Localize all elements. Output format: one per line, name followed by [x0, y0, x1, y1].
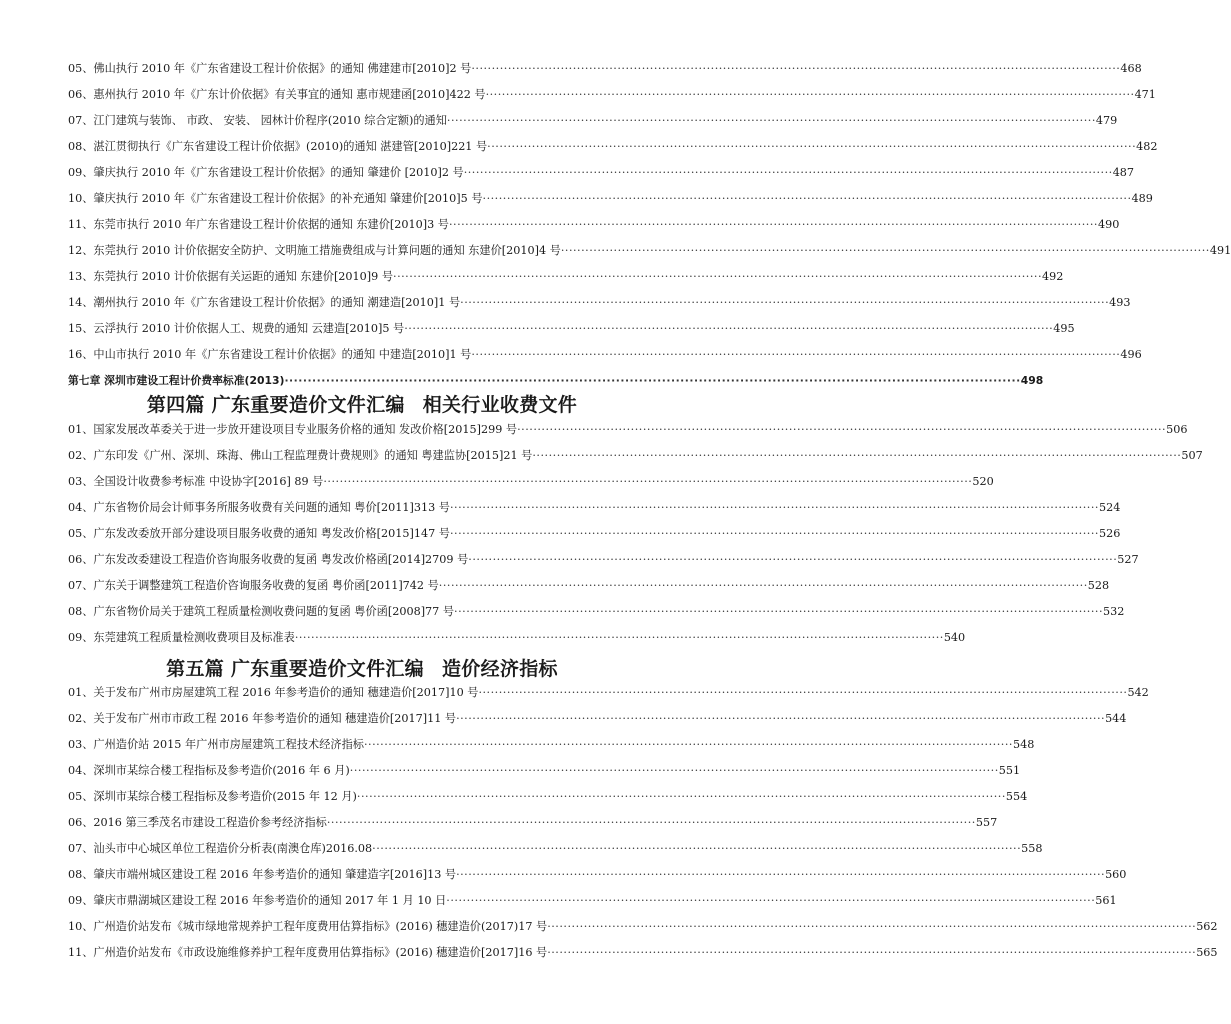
toc-entry: 10、广州造价站发布《城市绿地常规养护工程年度费用估算指标》(2016) 穗建造价(2017)17 号 ····· 562	[68, 914, 658, 940]
toc-entry: 01、关于发布广州市房屋建筑工程 2016 年参考造价的通知 穗建造价[2017]10 号 ····· 542	[68, 680, 658, 706]
toc-entry: 07、汕头市中心城区单位工程造价分析表(南澳仓库)2016.08 ····· 558	[68, 836, 658, 862]
toc-entry: 08、肇庆市端州城区建设工程 2016 年参考造价的通知 肇建造字[2016]13 号 ····· 560	[68, 862, 658, 888]
toc-entry: 06、2016 第三季茂名市建设工程造价参考经济指标 ····· 557	[68, 810, 658, 836]
toc-entry: 16、中山市执行 2010 年《广东省建设工程计价依据》的通知 中建造[2010]1 号 ····· 496	[68, 342, 658, 368]
toc-entry: 12、东莞执行 2010 计价依据安全防护、文明施工措施费组成与计算问题的通知 东建价[2010]4 号 ····· 491	[68, 238, 658, 264]
toc-entry: 04、深圳市某综合楼工程指标及参考造价(2016 年 6 月) ····· 551	[68, 758, 658, 784]
toc-entry: 05、深圳市某综合楼工程指标及参考造价(2015 年 12 月) ····· 554	[68, 784, 658, 810]
toc-entry: 05、佛山执行 2010 年《广东省建设工程计价依据》的通知 佛建建市[2010]2 号 ····· 468	[68, 56, 658, 82]
toc-entry: 05、广东发改委放开部分建设项目服务收费的通知 粤发改价格[2015]147 号 ····· 526	[68, 521, 658, 547]
toc-entry: 10、肇庆执行 2010 年《广东省建设工程计价依据》的补充通知 肇建价[2010]5 号 ····· 489	[68, 186, 658, 212]
toc-entry: 14、潮州执行 2010 年《广东省建设工程计价依据》的通知 潮建造[2010]1 号 ····· 493	[68, 290, 658, 316]
toc-group-cost-indicators	[68, 680, 1218, 966]
toc-group-fee-documents	[68, 417, 1203, 651]
toc-entry: 01、国家发展改革委关于进一步放开建设项目专业服务价格的通知 发改价格[2015]299 号 ····· 506	[68, 417, 658, 443]
toc-entry: 15、云浮执行 2010 计价依据人工、规费的通知 云建造[2010]5 号 ····· 495	[68, 316, 658, 342]
toc-entry: 03、全国设计收费参考标准 中设协字[2016] 89 号 ····· 520	[68, 469, 658, 495]
toc-entry: 09、肇庆执行 2010 年《广东省建设工程计价依据》的通知 肇建价 [2010]2 号 ····· 487	[68, 160, 658, 186]
toc-entry: 09、东莞建筑工程质量检测收费项目及标准表 ····· 540	[68, 625, 658, 651]
toc-entry: 07、广东关于调整建筑工程造价咨询服务收费的复函 粤价函[2011]742 号 ····· 528	[68, 573, 658, 599]
section-4-heading: 第四篇 广东重要造价文件汇编 相关行业收费文件	[146, 394, 578, 416]
toc-entry: 04、广东省物价局会计师事务所服务收费有关问题的通知 粤价[2011]313 号 ····· 524	[68, 495, 658, 521]
toc-entry: 08、广东省物价局关于建筑工程质量检测收费问题的复函 粤价函[2008]77 号 ····· 532	[68, 599, 658, 625]
toc-entry: 02、广东印发《广州、深圳、珠海、佛山工程监理费计费规则》的通知 粤建监协[2015]21 号 ····· 507	[68, 443, 658, 469]
toc-entry: 02、关于发布广州市市政工程 2016 年参考造价的通知 穗建造价[2017]11 号 ····· 544	[68, 706, 658, 732]
toc-entry: 08、湛江贯彻执行《广东省建设工程计价依据》(2010)的通知 湛建管[2010]221 号 ····· 482	[68, 134, 658, 160]
toc-group-city-notices	[68, 56, 1231, 394]
toc-entry: 03、广州造价站 2015 年广州市房屋建筑工程技术经济指标 ····· 548	[68, 732, 658, 758]
toc-entry: 06、惠州执行 2010 年《广东计价依据》有关事宜的通知 惠市规建函[2010]422 号 ····· 471	[68, 82, 658, 108]
toc-entry: 07、江门建筑与装饰、 市政、 安装、 园林计价程序(2010 综合定额)的通知 ····· 479	[68, 108, 658, 134]
toc-chapter-7: 第七章 深圳市建设工程计价费率标准(2013) ····· 498	[68, 368, 658, 394]
toc-entry: 13、东莞执行 2010 计价依据有关运距的通知 东建价[2010]9 号 ····· 492	[68, 264, 658, 290]
toc-entry: 09、肇庆市鼎湖城区建设工程 2016 年参考造价的通知 2017 年 1 月 10 日 ····· 561	[68, 888, 658, 914]
toc-entry: 11、东莞市执行 2010 年广东省建设工程计价依据的通知 东建价[2010]3 号 ····· 490	[68, 212, 658, 238]
toc-entry: 06、广东发改委建设工程造价咨询服务收费的复函 粤发改价格函[2014]2709 号 ····· 527	[68, 547, 658, 573]
section-5-heading: 第五篇 广东重要造价文件汇编 造价经济指标	[166, 658, 558, 680]
toc-entry: 11、广州造价站发布《市政设施维修养护工程年度费用估算指标》(2016) 穗建造价[2017]16 号 ····· 565	[68, 940, 658, 966]
